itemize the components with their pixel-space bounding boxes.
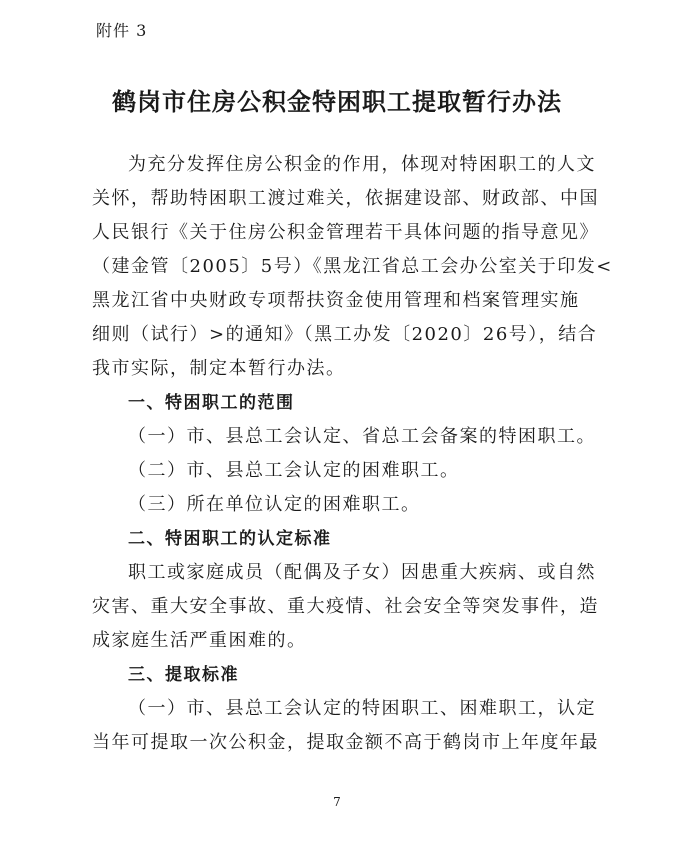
section-heading: 三、提取标准 — [128, 665, 239, 685]
paragraph-line: 灾害、重大安全事故、重大疫情、社会安全等突发事件，造 — [92, 596, 599, 617]
paragraph-line: 黑龙江省中央财政专项帮扶资金使用管理和档案管理实施 — [92, 290, 580, 311]
list-item: （三）所在单位认定的困难职工。 — [128, 494, 421, 515]
section-heading: 一、特困职工的范围 — [128, 393, 295, 413]
attachment-label: 附件 3 — [96, 21, 148, 40]
list-item: （二）市、县总工会认定的困难职工。 — [128, 460, 460, 481]
paragraph-line: （建金管〔2005〕5号）《黑龙江省总工会办公室关于印发< — [92, 256, 613, 277]
paragraph-line: 人民银行《关于住房公积金管理若干具体问题的指导意见》 — [92, 222, 599, 243]
page-number: 7 — [333, 795, 341, 809]
section-heading: 二、特困职工的认定标准 — [128, 529, 332, 549]
paragraph-line: 关怀，帮助特困职工渡过难关，依据建设部、财政部、中国 — [92, 188, 599, 209]
paragraph-line: 职工或家庭成员（配偶及子女）因患重大疾病、或自然 — [128, 562, 596, 583]
document-body — [92, 148, 613, 760]
paragraph-line: 我市实际，制定本暂行办法。 — [92, 358, 346, 379]
paragraph-line: 成家庭生活严重困难的。 — [92, 630, 307, 651]
list-item: （一）市、县总工会认定、省总工会备案的特困职工。 — [128, 426, 596, 447]
list-item: （一）市、县总工会认定的特困职工、困难职工，认定 — [128, 698, 596, 719]
paragraph-line: 细则（试行）>的通知》（黑工办发〔2020〕26号），结合 — [92, 324, 598, 345]
paragraph-line: 当年可提取一次公积金，提取金额不高于鹤岗市上年度年最 — [92, 732, 599, 753]
paragraph-line: 为充分发挥住房公积金的作用，体现对特困职工的人文 — [128, 154, 596, 175]
document-title: 鹤岗市住房公积金特困职工提取暂行办法 — [112, 88, 562, 116]
